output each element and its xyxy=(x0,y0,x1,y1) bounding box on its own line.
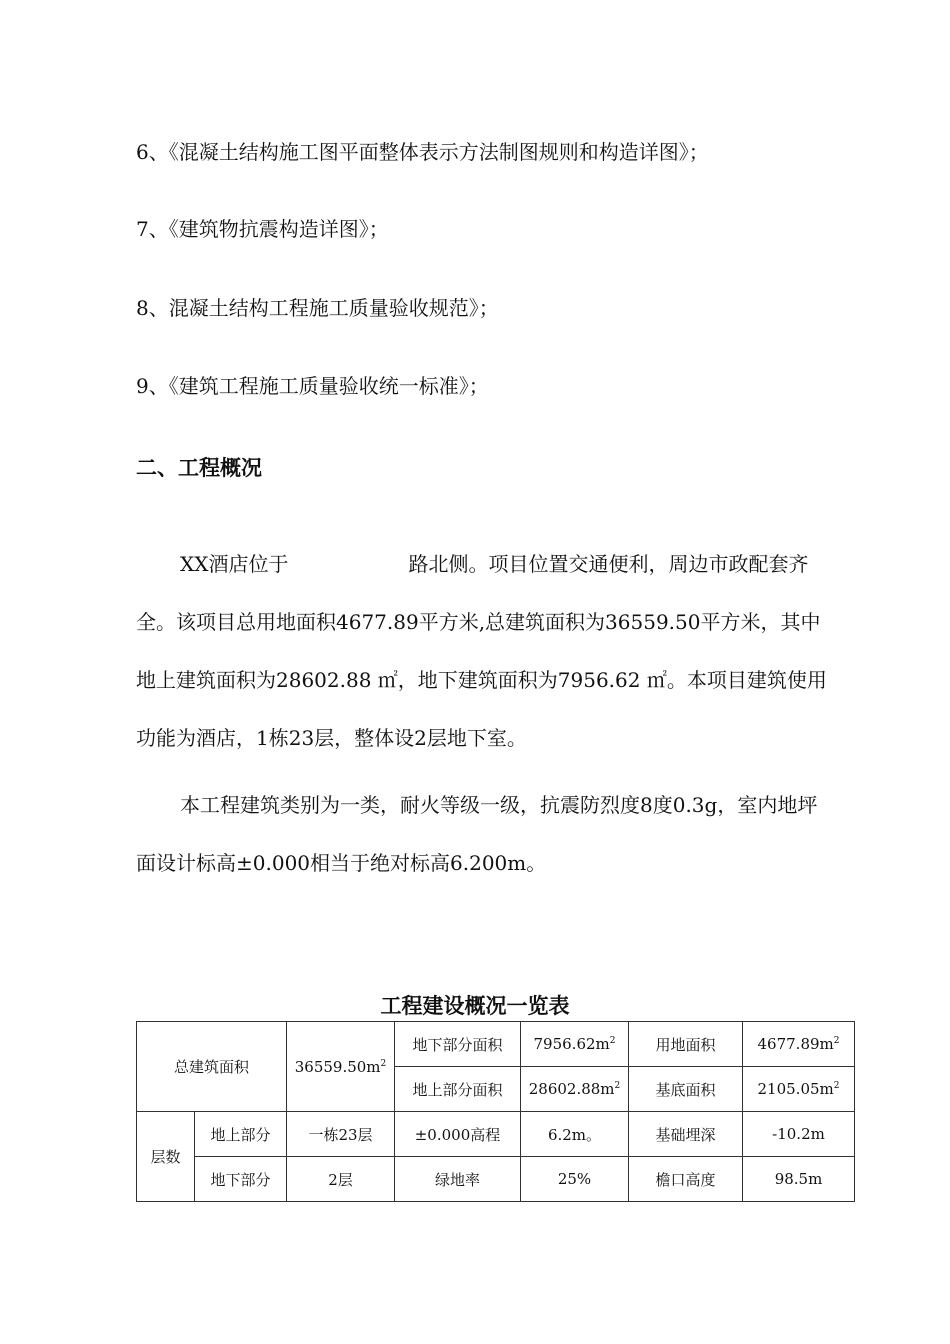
overview-text-b: 路北侧。项目位置交通便利，周边市政配套齐全。该项目总用地面积4677.89平方米,总建筑面积为36559.50平方米，其中地上建筑面积为28602.88 ㎡，地下建筑面积为7956.62 ㎡。本项目建筑使用功能为酒店，1栋23层，整体设2层地下室。 xyxy=(136,552,827,750)
floors-label: 层数 xyxy=(137,1112,195,1202)
base-area-label: 基底面积 xyxy=(629,1067,743,1112)
project-overview-table xyxy=(136,1021,855,1202)
green-rate-value: 25% xyxy=(521,1157,629,1202)
classification-text: 本工程建筑类别为一类，耐火等级一级，抗震防烈度8度0.3g，室内地坪面设计标高±0.000相当于绝对标高6.200m。 xyxy=(136,793,818,875)
eave-height-value: 98.5m xyxy=(743,1157,855,1202)
reference-item-6: 6、《混凝土结构施工图平面整体表示方法制图规则和构造详图》； xyxy=(136,140,709,164)
total-area-value: $36559.50m^2$ xyxy=(287,1022,395,1112)
green-rate-label: 绿地率 xyxy=(395,1157,521,1202)
section-heading: 二、工程概况 xyxy=(136,456,262,480)
underground-label: 地下部分 xyxy=(195,1157,287,1202)
eave-height-label: 檐口高度 xyxy=(629,1157,743,1202)
table-title: 工程建设概况一览表 xyxy=(380,994,570,1018)
classification-paragraph xyxy=(136,776,836,892)
elevation-label: ±0.000高程 xyxy=(395,1112,521,1157)
above-area-value: $28602.88m^2$ xyxy=(521,1067,629,1112)
above-ground-label: 地上部分 xyxy=(195,1112,287,1157)
overview-text-a: XX酒店位于 xyxy=(180,552,289,576)
reference-item-8: 8、混凝土结构工程施工质量验收规范》； xyxy=(136,296,499,320)
overview-paragraph xyxy=(136,535,836,767)
land-area-label: 用地面积 xyxy=(629,1022,743,1067)
above-ground-value: 一栋23层 xyxy=(287,1112,395,1157)
base-area-value: $2105.05m^2$ xyxy=(743,1067,855,1112)
foundation-depth-value: -10.2m xyxy=(743,1112,855,1157)
foundation-depth-label: 基础埋深 xyxy=(629,1112,743,1157)
reference-item-9: 9、《建筑工程施工质量验收统一标准》； xyxy=(136,374,489,398)
underground-value: 2层 xyxy=(287,1157,395,1202)
above-area-label: 地上部分面积 xyxy=(395,1067,521,1112)
reference-item-7: 7、《建筑物抗震构造详图》； xyxy=(136,217,389,241)
underground-area-value: $7956.62m^2$ xyxy=(521,1022,629,1067)
total-area-label: 总建筑面积 xyxy=(137,1022,287,1112)
land-area-value: $4677.89m^2$ xyxy=(743,1022,855,1067)
underground-area-label: 地下部分面积 xyxy=(395,1022,521,1067)
elevation-value: 6.2m。 xyxy=(521,1112,629,1157)
